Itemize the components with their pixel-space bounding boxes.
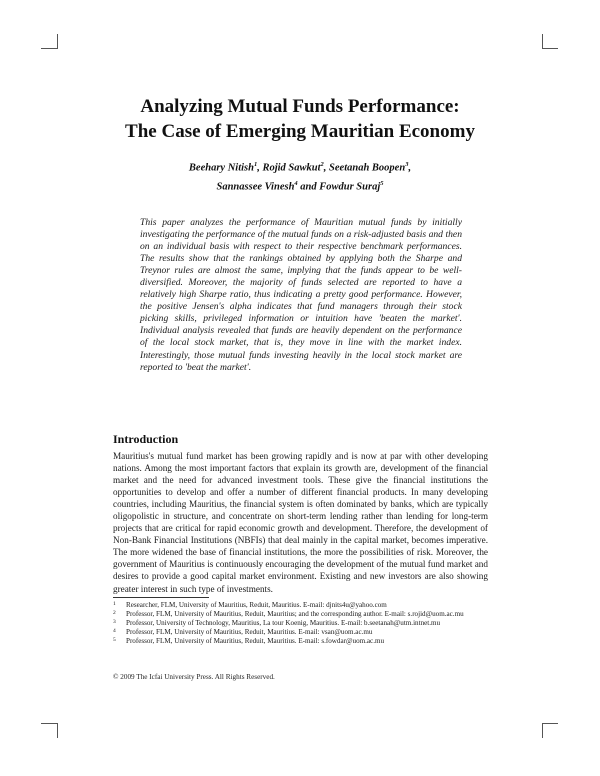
crop-mark-bottom-left-h bbox=[41, 723, 57, 724]
copyright-notice: © 2009 The Icfai University Press. All Rights Reserved. bbox=[113, 673, 275, 681]
crop-mark-top-right-v bbox=[542, 34, 543, 49]
author-sup: 4 bbox=[294, 179, 298, 187]
author-name: Seetanah Boopen bbox=[329, 162, 406, 174]
crop-mark-top-left-v bbox=[57, 34, 58, 49]
author-name: Fowdur Suraj bbox=[319, 181, 381, 192]
footnote bbox=[113, 601, 488, 610]
footnote-text: Professor, University of Technology, Mauritius, La tour Koenig, Mauritius. E-mail: b.seetanah@utm.intnet.mu bbox=[126, 619, 441, 627]
footnote-text: Professor, FLM, University of Mauritius, Reduit, Mauritius; and the corresponding author. E-mail: s.rojid@uom.ac.mu bbox=[126, 610, 464, 618]
crop-mark-top-right-h bbox=[542, 48, 558, 49]
footnote bbox=[113, 637, 488, 646]
author-sup: 2 bbox=[320, 161, 324, 168]
section-heading-introduction: Introduction bbox=[113, 432, 179, 446]
author-sup: 5 bbox=[380, 179, 384, 187]
footnote bbox=[113, 610, 488, 619]
abstract: This paper analyzes the performance of Mauritian mutual funds by initially investigating the performance of the mutual funds on a risk-adjusted basis and then on an individual basis with respect to their respective benchmark performances. The results show that the rankings obtained by applying both the Sharpe and Treynor rules are almost the same, implying that the funds appear to be well-diversified. Moreover, the majority of funds selected are reported to have a relatively high Sharpe ratio, thus indicating a pretty good performance. However, the positive Jensen's alpha indicates that fund managers through their stock picking skills, privileged information or intuition have 'beaten the market'. Individual analysis revealed that funds are heavily dependent on the performance of the local stock market, that is, they move in line with the market index. Interestingly, those mutual funds investing heavily in the local stock market are reported to 'beat the market'. bbox=[140, 217, 462, 373]
footnote bbox=[113, 628, 488, 637]
crop-mark-bottom-right-h bbox=[542, 723, 558, 724]
footnote-divider bbox=[113, 597, 209, 598]
footnote-text: Researcher, FLM, University of Mauritius, Reduit, Mauritius. E-mail: djnits4u@yahoo.com bbox=[126, 601, 387, 609]
author-name: Sannassee Vinesh bbox=[216, 181, 295, 192]
author-separator: , bbox=[323, 162, 330, 174]
introduction-paragraph: Mauritius's mutual fund market has been growing rapidly and is now at par with other developing nations. Among the most important factors that explain its growth are, development of the financial market and the need for advanced investment tools. These give the financial institutions the opportunities to develop and offer a number of different financial products. In many developing countries, including Mauritius, the financial system is often dominated by banks, which are typically oligopolistic in structure, and concentrate on short-term lending rather than lending for long-term projects that are critical for rapid economic growth and development. Therefore, the development of Non-Bank Financial Institutions (NBFIs) that deal mainly in the capital market, becomes imperative. The more widened the base of financial institutions, the more the possibilities of risk. Moreover, the government of Mauritius is continuously encouraging the development of the mutual fund market and desires to provide a good capital market environment. Existing and new investors are also showing greater interest in such type of investments. bbox=[113, 451, 488, 594]
title-line-2: The Case of Emerging Mauritian Economy bbox=[125, 121, 475, 142]
footnote-number: 1 bbox=[113, 601, 116, 607]
footnote-number: 2 bbox=[113, 610, 116, 616]
author-name: Beehary Nitish bbox=[188, 162, 254, 174]
author-name: Rojid Sawkut bbox=[262, 162, 321, 174]
footnote-text: Professor, FLM, University of Mauritius, Reduit, Mauritius. E-mail: vsan@uom.ac.mu bbox=[126, 628, 373, 636]
crop-mark-bottom-left-v bbox=[57, 723, 58, 738]
crop-mark-bottom-right-v bbox=[542, 723, 543, 738]
author-separator: , bbox=[408, 162, 412, 174]
footnote-number: 3 bbox=[113, 619, 116, 625]
author-line-1 bbox=[0, 157, 600, 176]
footnotes bbox=[113, 601, 488, 646]
author-separator: , bbox=[257, 162, 263, 174]
author-sup: 3 bbox=[405, 161, 409, 168]
footnote-number: 4 bbox=[113, 628, 116, 634]
author-list bbox=[0, 157, 600, 194]
paper-title bbox=[0, 94, 600, 144]
footnote bbox=[113, 619, 488, 628]
author-line-2 bbox=[0, 176, 600, 195]
author-sup: 1 bbox=[253, 161, 258, 168]
author-separator: and bbox=[297, 181, 320, 192]
footnote-text: Professor, FLM, University of Mauritius, Reduit, Mauritius. E-mail: s.fowdar@uom.ac.mu bbox=[126, 637, 385, 645]
footnote-number: 5 bbox=[113, 637, 116, 643]
title-line-1: Analyzing Mutual Funds Performance: bbox=[140, 96, 460, 117]
crop-mark-top-left-h bbox=[41, 48, 57, 49]
